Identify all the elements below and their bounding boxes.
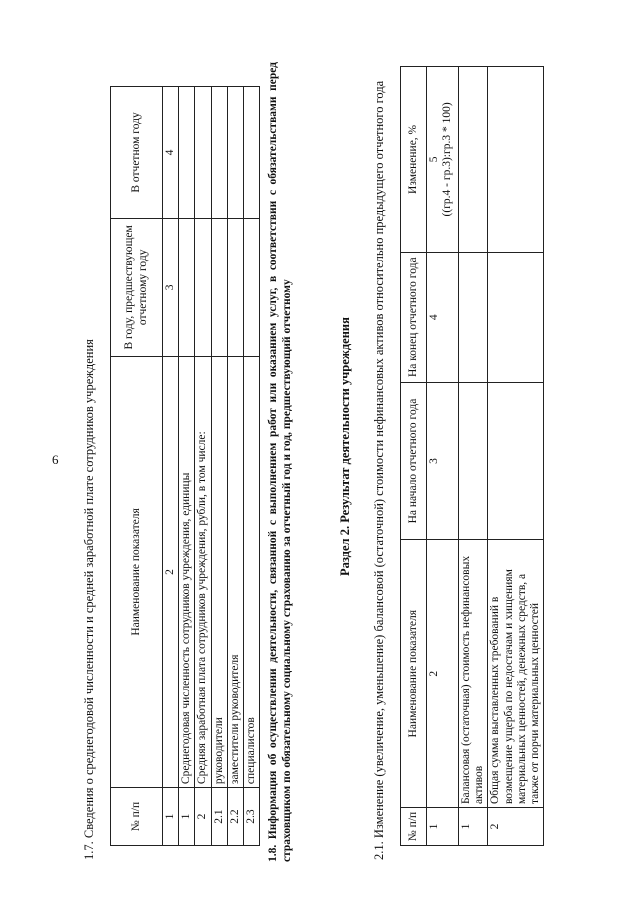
col-number: 1	[163, 788, 179, 846]
col-header-start-year: На начало отчетного года	[401, 382, 427, 540]
col-header-change: Изменение, %	[401, 67, 427, 253]
row-value-report	[195, 87, 211, 219]
table-2-1-col-numbers	[427, 67, 459, 846]
section-1-8-paragraph: 1.8. Информация об осуществлении деятельности, связанной с выполнением работ или оказанием услуг, в соответствии с обязательствами перед страховщиком по обязательному социальному страхованию за отчетный год и год, предшествующий отчетному	[267, 62, 294, 862]
section-2-title: Раздел 2. Результат деятельности учреждения	[338, 317, 352, 576]
col-header-report-year: В отчетном году	[111, 87, 163, 219]
col-number: 4	[163, 87, 179, 219]
col-header-name: Наименование показателя	[111, 356, 163, 787]
col-header-num: № п/п	[401, 808, 427, 846]
col-number: 1	[427, 808, 459, 846]
col-number: 5	[428, 156, 440, 163]
col-header-end-year: На конец отчетного года	[401, 252, 427, 382]
row-value-prev	[244, 218, 260, 356]
row-num: 1	[179, 788, 195, 846]
table-1-7-header	[111, 87, 163, 846]
col-number: 2	[427, 540, 459, 808]
row-name: специалистов	[244, 356, 260, 787]
row-num: 2.1	[211, 788, 227, 846]
row-name: руководители	[211, 356, 227, 787]
table-1-7-col-numbers	[163, 87, 179, 846]
section-2-1-title: 2.1. Изменение (увеличение, уменьшение) балансовой (остаточной) стоимости нефинансовых активов относительно предыдущего отчетного года	[372, 80, 386, 860]
row-value-prev	[179, 218, 195, 356]
row-num: 2	[488, 808, 544, 846]
row-num: 2.2	[227, 788, 243, 846]
col-number-formula	[427, 67, 459, 253]
row-num: 2	[195, 788, 211, 846]
col-number: 2	[163, 356, 179, 787]
table-row	[195, 87, 211, 846]
row-value-prev	[227, 218, 243, 356]
table-row	[227, 87, 243, 846]
row-value-change	[459, 67, 488, 253]
table-row	[179, 87, 195, 846]
table-row	[211, 87, 227, 846]
row-value-prev	[195, 218, 211, 356]
row-value-end	[488, 252, 544, 382]
table-2-1-header	[401, 67, 427, 846]
section-1-8-text	[266, 62, 294, 862]
row-value-change	[488, 67, 544, 253]
col-number: 4	[427, 252, 459, 382]
row-value-end	[459, 252, 488, 382]
row-num: 2.3	[244, 788, 260, 846]
row-value-start	[459, 382, 488, 540]
section-1-7-title: 1.7. Сведения о среднегодовой численности и средней заработной плате сотрудников учреждения	[82, 339, 96, 860]
col-number: 3	[427, 382, 459, 540]
row-value-report	[227, 87, 243, 219]
row-value-report	[211, 87, 227, 219]
table-row	[459, 67, 488, 846]
col-formula: ((гр.4 - гр.3):гр.3 * 100)	[441, 102, 454, 217]
row-name: Средняя заработная плата сотрудников учреждения, рубли, в том числе:	[195, 356, 211, 787]
row-name: Среднегодовая численность сотрудников учреждения, единицы	[179, 356, 195, 787]
table-row	[244, 87, 260, 846]
table-row	[488, 67, 544, 846]
col-header-num: № п/п	[111, 788, 163, 846]
table-2-1	[400, 66, 544, 846]
row-name: заместители руководителя	[227, 356, 243, 787]
row-value-report	[179, 87, 195, 219]
table-1-7	[110, 86, 260, 846]
row-name: Общая сумма выставленных требований в возмещение ущерба по недостачам и хищениям материальных ценностей, денежных средств, а также от порчи материальных ценностей	[488, 540, 544, 808]
row-name: Балансовая (остаточная) стоимость нефинансовых активов	[459, 540, 488, 808]
row-value-report	[244, 87, 260, 219]
page-number: 6	[52, 452, 59, 467]
col-number: 3	[163, 218, 179, 356]
row-value-start	[488, 382, 544, 540]
col-header-prev-year: В году, предшествующем отчетному году	[111, 218, 163, 356]
row-value-prev	[211, 218, 227, 356]
col-header-name: Наименование показателя	[401, 540, 427, 808]
row-num: 1	[459, 808, 488, 846]
